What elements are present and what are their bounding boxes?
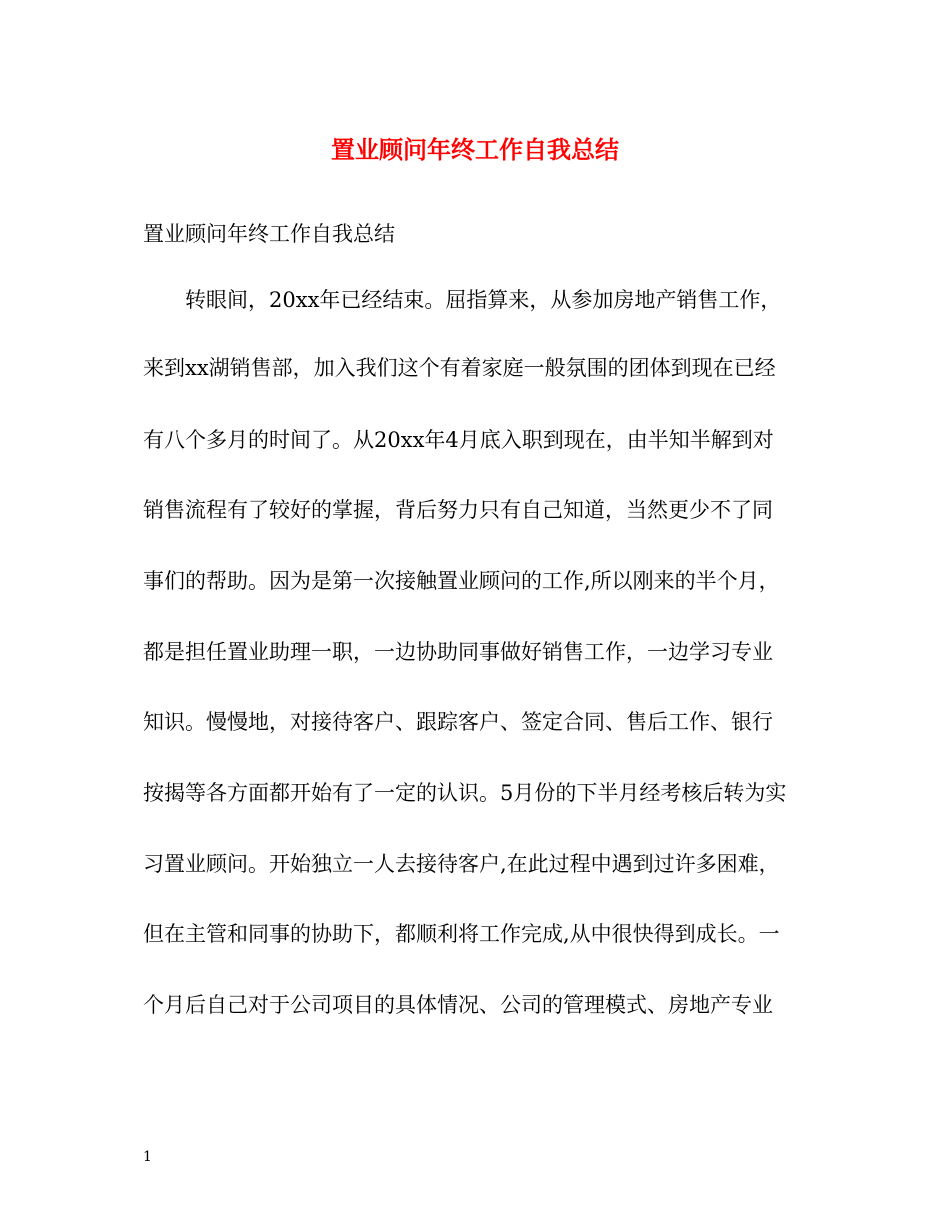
document-title: 置业顾问年终工作自我总结	[331, 135, 619, 164]
body-line: 有八个多月的时间了。从20xx年4月底入职到现在，由半知半解到对	[143, 428, 774, 452]
body-line: 都是担任置业助理一职，一边协助同事做好销售工作，一边学习专业	[143, 640, 773, 664]
body-line: 个月后自己对于公司项目的具体情况、公司的管理模式、房地产专业	[143, 993, 773, 1017]
body-line: 知识。慢慢地，对接待客户、跟踪客户、签定合同、售后工作、银行	[143, 710, 773, 734]
body-line: 来到xx湖销售部，加入我们这个有着家庭一般氛围的团体到现在已经	[143, 356, 776, 380]
body-line: 销售流程有了较好的掌握，背后努力只有自己知道，当然更少不了同	[143, 498, 773, 522]
body-line: 转眼间，20xx年已经结束。屈指算来，从参加房地产销售工作，	[143, 288, 782, 312]
body-line: 按揭等各方面都开始有了一定的认识。5月份的下半月经考核后转为实	[143, 781, 787, 805]
body-line: 事们的帮助。因为是第一次接触置业顾问的工作,所以刚来的半个月，	[143, 569, 780, 593]
body-line: 但在主管和同事的协助下，都顺利将工作完成,从中很快得到成长。一	[143, 922, 780, 946]
page-number: 1	[143, 1149, 152, 1165]
document-subtitle: 置业顾问年终工作自我总结	[143, 222, 395, 246]
body-line: 习置业顾问。开始独立一人去接待客户,在此过程中遇到过许多困难，	[143, 852, 780, 876]
